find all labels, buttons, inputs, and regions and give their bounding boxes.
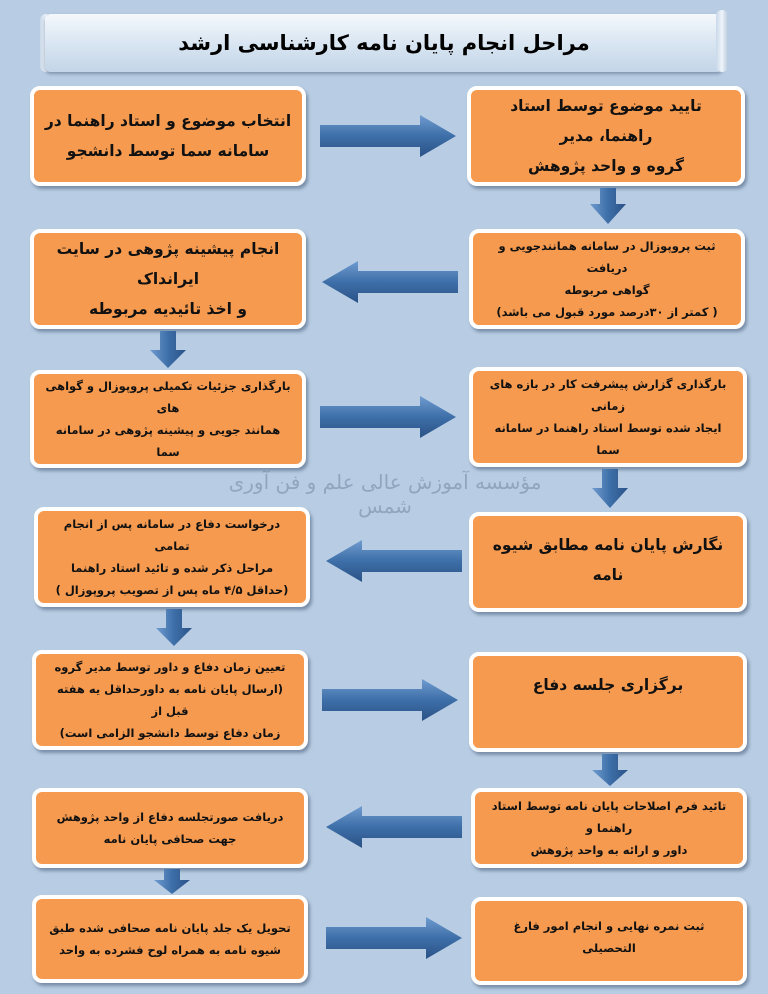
step-line: زمان دفاع توسط دانشجو الزامی است) [59,726,281,740]
step-line: دریافت صورتجلسه دفاع از واحد پژوهش [56,810,284,824]
step-line: نگارش پایان نامه مطابق شیوه نامه [492,536,724,584]
step-line: داور و ارائه به واحد پژوهش [530,843,688,857]
arrow-down-icon [154,869,190,894]
step-line: (ارسال پایان نامه به داورحداقل یه هفته قبل از [56,682,284,718]
arrow-down-icon [156,609,192,646]
step-line: بارگذاری جزئیات تکمیلی پروپوزال و گواهی های [45,379,291,415]
watermark: مؤسسه آموزش عالی علم و فن آوری شمس [228,470,542,518]
step-line: مراحل ذکر شده و تائید استاد راهنما [70,561,274,575]
arrow-down-icon [150,331,186,368]
step-line: جهت صحافی پایان نامه [103,832,237,846]
arrow-left-icon [326,540,462,582]
step-5-upload-details [30,370,306,468]
page-title: مراحل انجام پایان نامه کارشناسی ارشد [178,31,590,55]
step-line: ایجاد شده توسط استاد راهنما در سامانه سما [494,421,722,457]
step-1-select-topic [30,86,306,186]
arrow-right-icon [320,396,456,438]
step-line: بارگذاری گزارش پیشرفت کار در بازه های زمانی [489,377,727,413]
step-8-defense-request [34,507,310,607]
arrow-down-icon [592,754,628,786]
arrow-right-icon [320,115,456,157]
banner-scroll-right [716,10,728,72]
arrow-down-icon [592,469,628,508]
step-line: (حداقل ۴/۵ ماه پس از تصویب پروپوزال ) [55,583,289,597]
step-11-corrections-approval [471,788,747,868]
step-line: شیوه نامه به همراه لوح فشرده به واحد [59,943,281,957]
step-line: انجام پیشینه پژوهی در سایت ایرانداک [56,240,280,288]
step-12-receive-minutes [32,788,308,868]
step-line: گواهی مربوطه [564,283,650,297]
step-line: ثبت نمره نهایی و انجام امور فارغ التحصیلی [513,919,705,955]
step-7-write-thesis [469,512,747,612]
step-line: درخواست دفاع در سامانه پس از انجام تمامی [63,517,281,553]
step-line: و اخذ تائیدیه مربوطه [89,300,247,318]
step-line: گروه و واحد پژوهش [527,157,685,175]
step-3-proposal-registration [469,229,745,329]
step-2-topic-approval [467,86,745,186]
step-6-progress-report [469,367,747,467]
step-9-schedule-defense [32,650,308,750]
arrow-down-icon [590,188,626,224]
step-line: تایید موضوع توسط استاد راهنما، مدیر [510,97,702,145]
arrow-left-icon [326,806,462,848]
step-line: ثبت پروپوزال در سامانه همانندجویی و دریافت [498,239,716,275]
step-line: تائید فرم اصلاحات پایان نامه توسط استاد راهنما و [491,799,727,835]
arrow-right-icon [322,679,458,721]
step-line: برگزاری جلسه دفاع [532,676,684,694]
arrow-left-icon [322,261,458,303]
step-line: انتخاب موضوع و استاد راهنما در [44,112,292,130]
step-line: تحویل یک جلد پایان نامه صحافی شده طبق [49,921,291,935]
step-line: تعیین زمان دفاع و داور توسط مدیر گروه [54,660,286,674]
step-4-literature-review [30,229,306,329]
step-line: سامانه سما توسط دانشجو [66,142,270,160]
step-line: ( کمتر از ۳۰درصد مورد قبول می باشد) [496,305,718,319]
step-14-final-grade [471,897,747,985]
step-13-submit-bound-thesis [32,895,308,983]
arrow-right-icon [326,917,462,959]
step-line: همانند جویی و پیشینه پژوهی در سامانه سما [55,423,281,459]
step-10-defense-session [469,652,747,752]
